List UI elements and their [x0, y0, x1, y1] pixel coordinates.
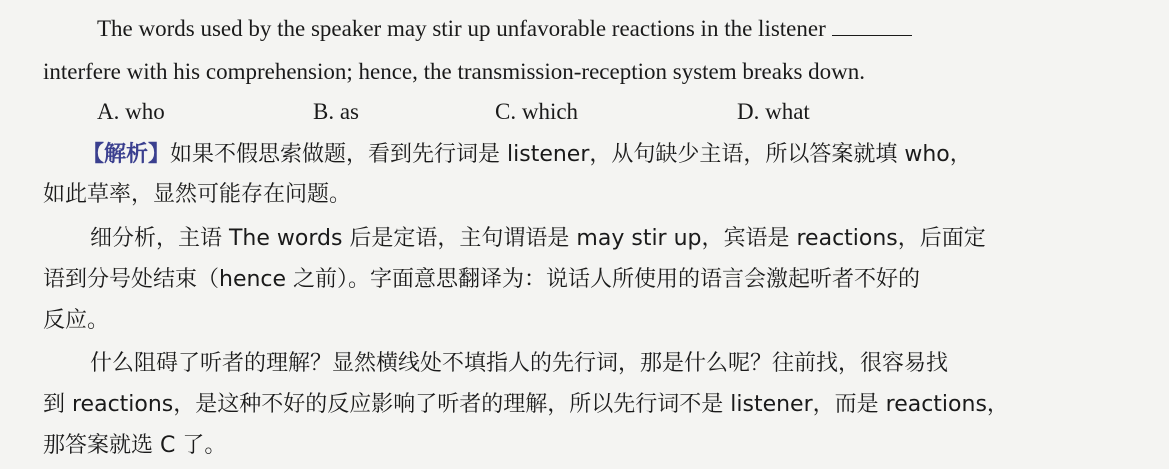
- option-b: B. as: [313, 99, 359, 124]
- analysis-line-3: 细分析，主语 The words 后是定语，主句谓语是 may stir up，宾语是 reactions，后面定: [90, 226, 986, 251]
- analysis-line-2: 如此草率，显然可能存在问题。: [43, 182, 352, 207]
- question-line-1: [97, 15, 912, 43]
- question-line-2: [43, 58, 865, 86]
- analysis-text-1: 如果不假思索做题，看到先行词是 listener，从句缺少主语，所以答案就填 who，: [170, 142, 972, 167]
- analysis-tag: 【解析】: [82, 142, 171, 167]
- analysis-line-8: 那答案就选 C 了。: [43, 433, 227, 458]
- question-text-1: The words used by the speaker may stir up unfavorable reactions in the listener: [97, 16, 826, 41]
- analysis-line-4: 语到分号处结束（hence 之前）。字面意思翻译为：说话人所使用的语言会激起听者不好的: [43, 267, 921, 292]
- analysis-line-5: 反应。: [43, 308, 110, 333]
- option-c: C. which: [495, 99, 579, 124]
- option-d: D. what: [737, 99, 810, 124]
- analysis-line-1: [82, 141, 972, 169]
- answer-blank: [832, 15, 912, 36]
- question-text-2: interfere with his comprehension; hence, the transmission-reception system breaks down.: [43, 59, 866, 84]
- option-a: A. who: [97, 99, 165, 124]
- analysis-line-6: 什么阻碍了听者的理解？显然横线处不填指人的先行词，那是什么呢？往前找，很容易找: [90, 351, 949, 376]
- analysis-line-7: 到 reactions，是这种不好的反应影响了听者的理解，所以先行词不是 listener，而是 reactions，: [43, 392, 1009, 417]
